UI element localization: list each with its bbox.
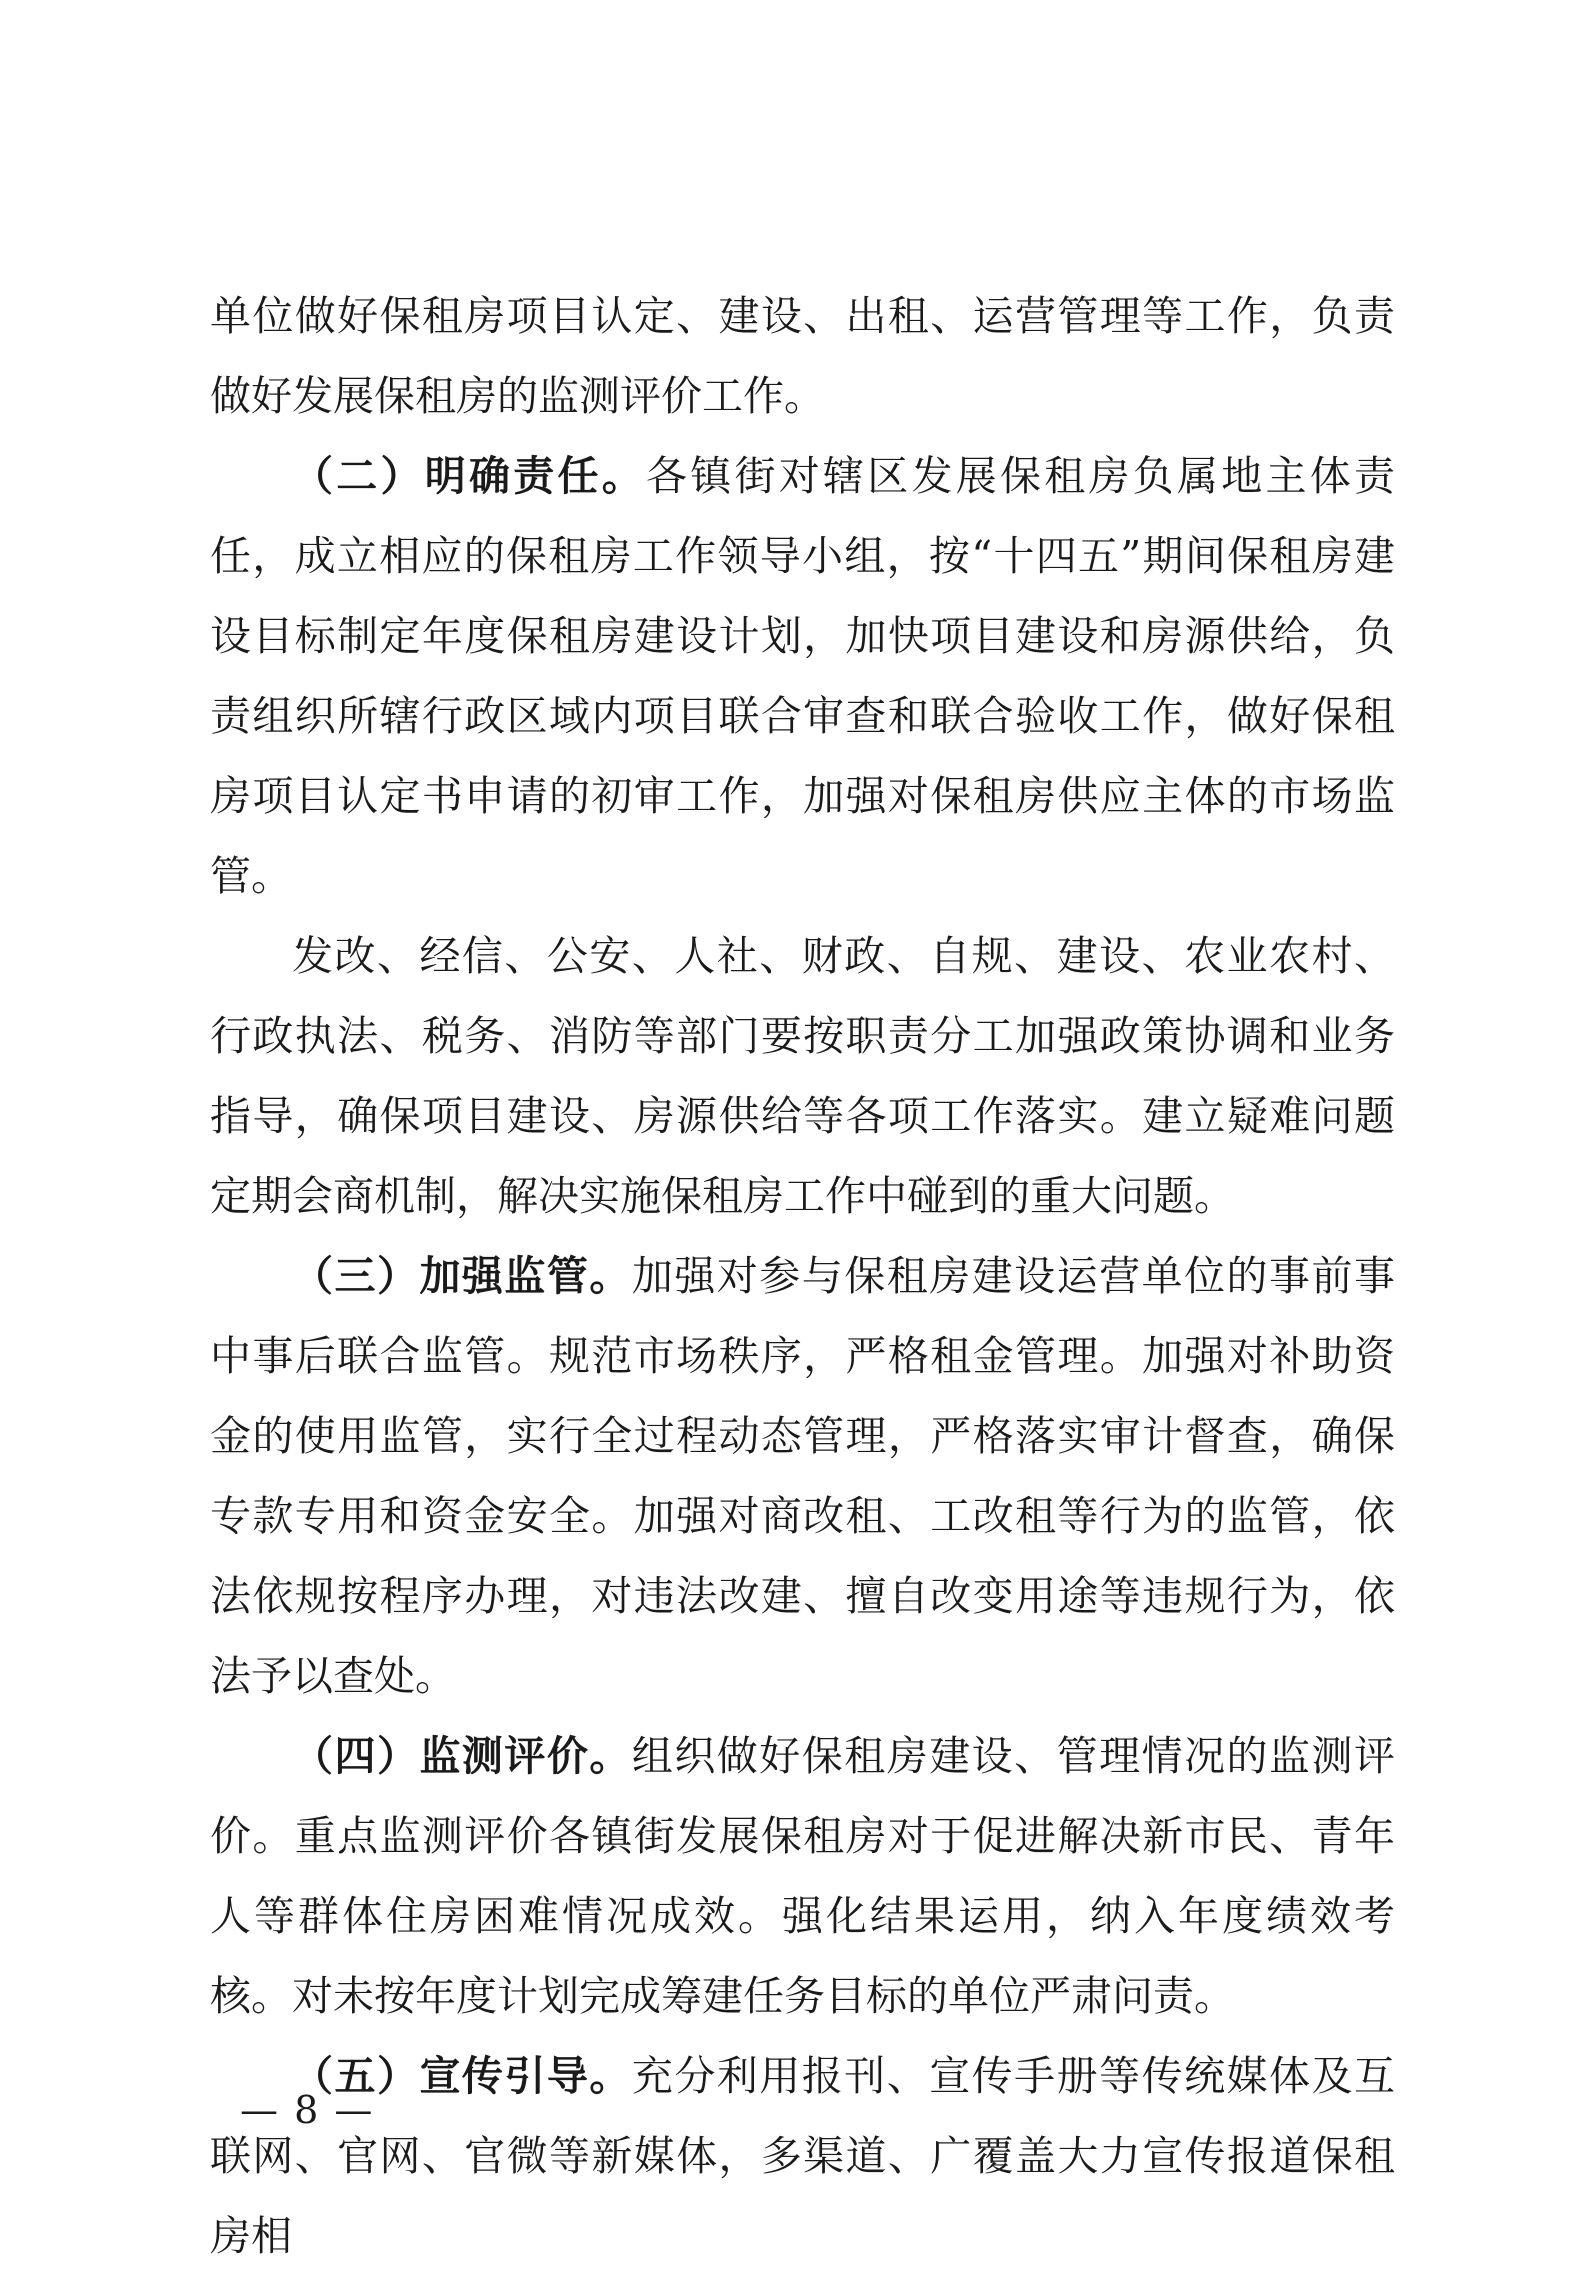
paragraph-text: 单位做好保租房项目认定、建设、出租、运营管理等工作，负责做好发展保租房的监测评价工作。 xyxy=(210,292,1395,420)
paragraph-continuation xyxy=(210,276,1395,436)
paragraph-section-4 xyxy=(210,1716,1395,2036)
section-heading: （四）监测评价。 xyxy=(292,1732,632,1780)
section-heading: （二）明确责任。 xyxy=(292,452,646,500)
section-heading: （五）宣传引导。 xyxy=(292,2052,632,2100)
paragraph-text: 充分利用报刊、宣传手册等传统媒体及互联网、官网、官微等新媒体，多渠道、广覆盖大力宣传报道保租房相 xyxy=(210,2052,1396,2260)
paragraph-text: 发改、经信、公安、人社、财政、自规、建设、农业农村、行政执法、税务、消防等部门要按职责分工加强政策协调和业务指导，确保项目建设、房源供给等各项工作落实。建立疑难问题定期会商机制，解决实施保租房工作中碰到的重大问题。 xyxy=(210,932,1395,1220)
paragraph-text: 组织做好保租房建设、管理情况的监测评价。重点监测评价各镇街发展保租房对于促进解决新市民、青年人等群体住房困难情况成效。强化结果运用，纳入年度绩效考核。对未按年度计划完成筹建任务目标的单位严肃问责。 xyxy=(210,1732,1396,2020)
paragraph-text: 各镇街对辖区发展保租房负属地主体责任，成立相应的保租房工作领导小组，按“十四五”期间保租房建设目标制定年度保租房建设计划，加快项目建设和房源供给，负责组织所辖行政区域内项目联合审查和联合验收工作，做好保租房项目认定书申请的初审工作，加强对保租房供应主体的市场监管。 xyxy=(210,452,1395,900)
body-text xyxy=(210,276,1395,2276)
paragraph-section-3 xyxy=(210,1236,1395,1716)
paragraph-section-2 xyxy=(210,436,1395,916)
paragraph-departments xyxy=(210,916,1395,1236)
page-number: — 8 — xyxy=(240,2088,375,2132)
paragraph-text: 加强对参与保租房建设运营单位的事前事中事后联合监管。规范市场秩序，严格租金管理。加强对补助资金的使用监管，实行全过程动态管理，严格落实审计督查，确保专款专用和资金安全。加强对商改租、工改租等行为的监管，依法依规按程序办理，对违法改建、擅自改变用途等违规行为，依法予以查处。 xyxy=(210,1252,1396,1700)
section-heading: （三）加强监管。 xyxy=(292,1252,632,1300)
paragraph-section-5 xyxy=(210,2036,1395,2276)
